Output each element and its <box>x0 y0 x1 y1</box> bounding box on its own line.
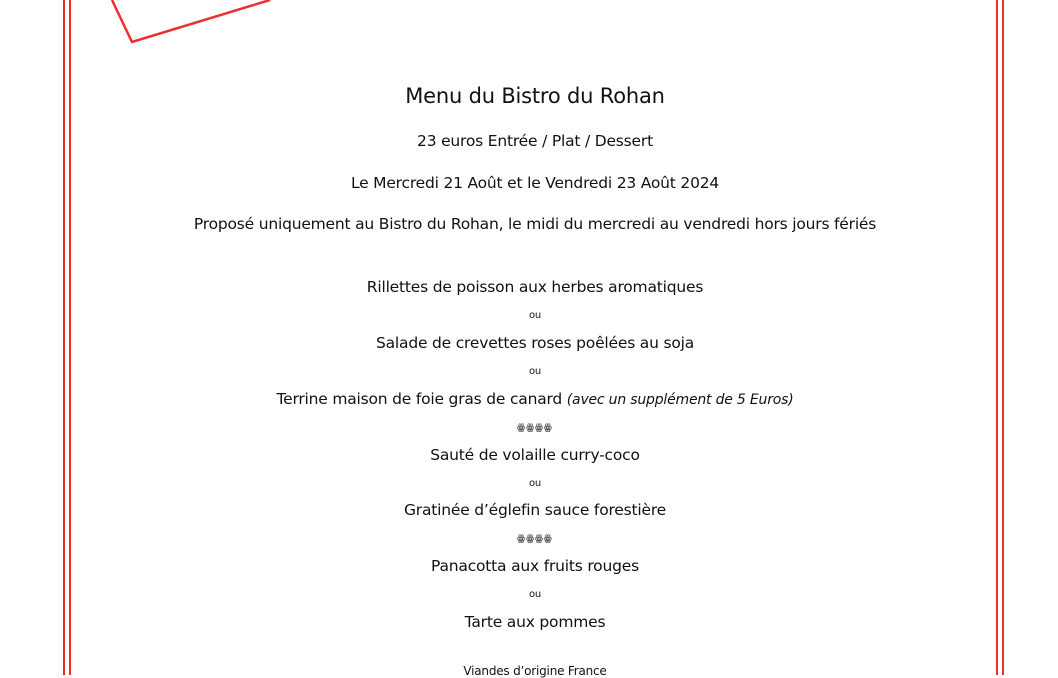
starter-item-with-note <box>70 390 1000 408</box>
dates-line: Le Mercredi 21 Août et le Vendredi 23 Août 2024 <box>350 174 720 192</box>
footer-note: Viandes d’origine France <box>463 664 607 678</box>
starter-item: Terrine maison de foie gras de canard <box>276 390 563 408</box>
supplement-note: (avec un supplément de 5 Euros) <box>566 392 794 408</box>
starter-item: Rillettes de poisson aux herbes aromatiques <box>366 278 704 296</box>
corner-stamp-shape <box>0 0 300 60</box>
availability-line: Proposé uniquement au Bistro du Rohan, le midi du mercredi au vendredi hors jours fériés <box>193 215 877 233</box>
price-line: 23 euros Entrée / Plat / Dessert <box>417 132 653 150</box>
dessert-item: Panacotta aux fruits rouges <box>431 557 639 575</box>
main-item: Sauté de volaille curry-coco <box>430 446 640 464</box>
frame-left-outer <box>63 0 65 675</box>
frame-right-outer <box>1002 0 1004 675</box>
main-item: Gratinée d’églefin sauce forestière <box>403 501 667 519</box>
menu-title: Menu du Bistro du Rohan <box>405 84 665 108</box>
or-label: ou <box>528 366 542 377</box>
dessert-item: Tarte aux pommes <box>464 613 606 631</box>
course-separator: ꙮꙮꙮꙮ <box>517 534 553 544</box>
or-label: ou <box>528 478 542 489</box>
or-label: ou <box>528 589 542 600</box>
course-separator: ꙮꙮꙮꙮ <box>517 423 553 433</box>
starter-item: Salade de crevettes roses poêlées au soja <box>375 334 695 352</box>
or-label: ou <box>528 310 542 321</box>
